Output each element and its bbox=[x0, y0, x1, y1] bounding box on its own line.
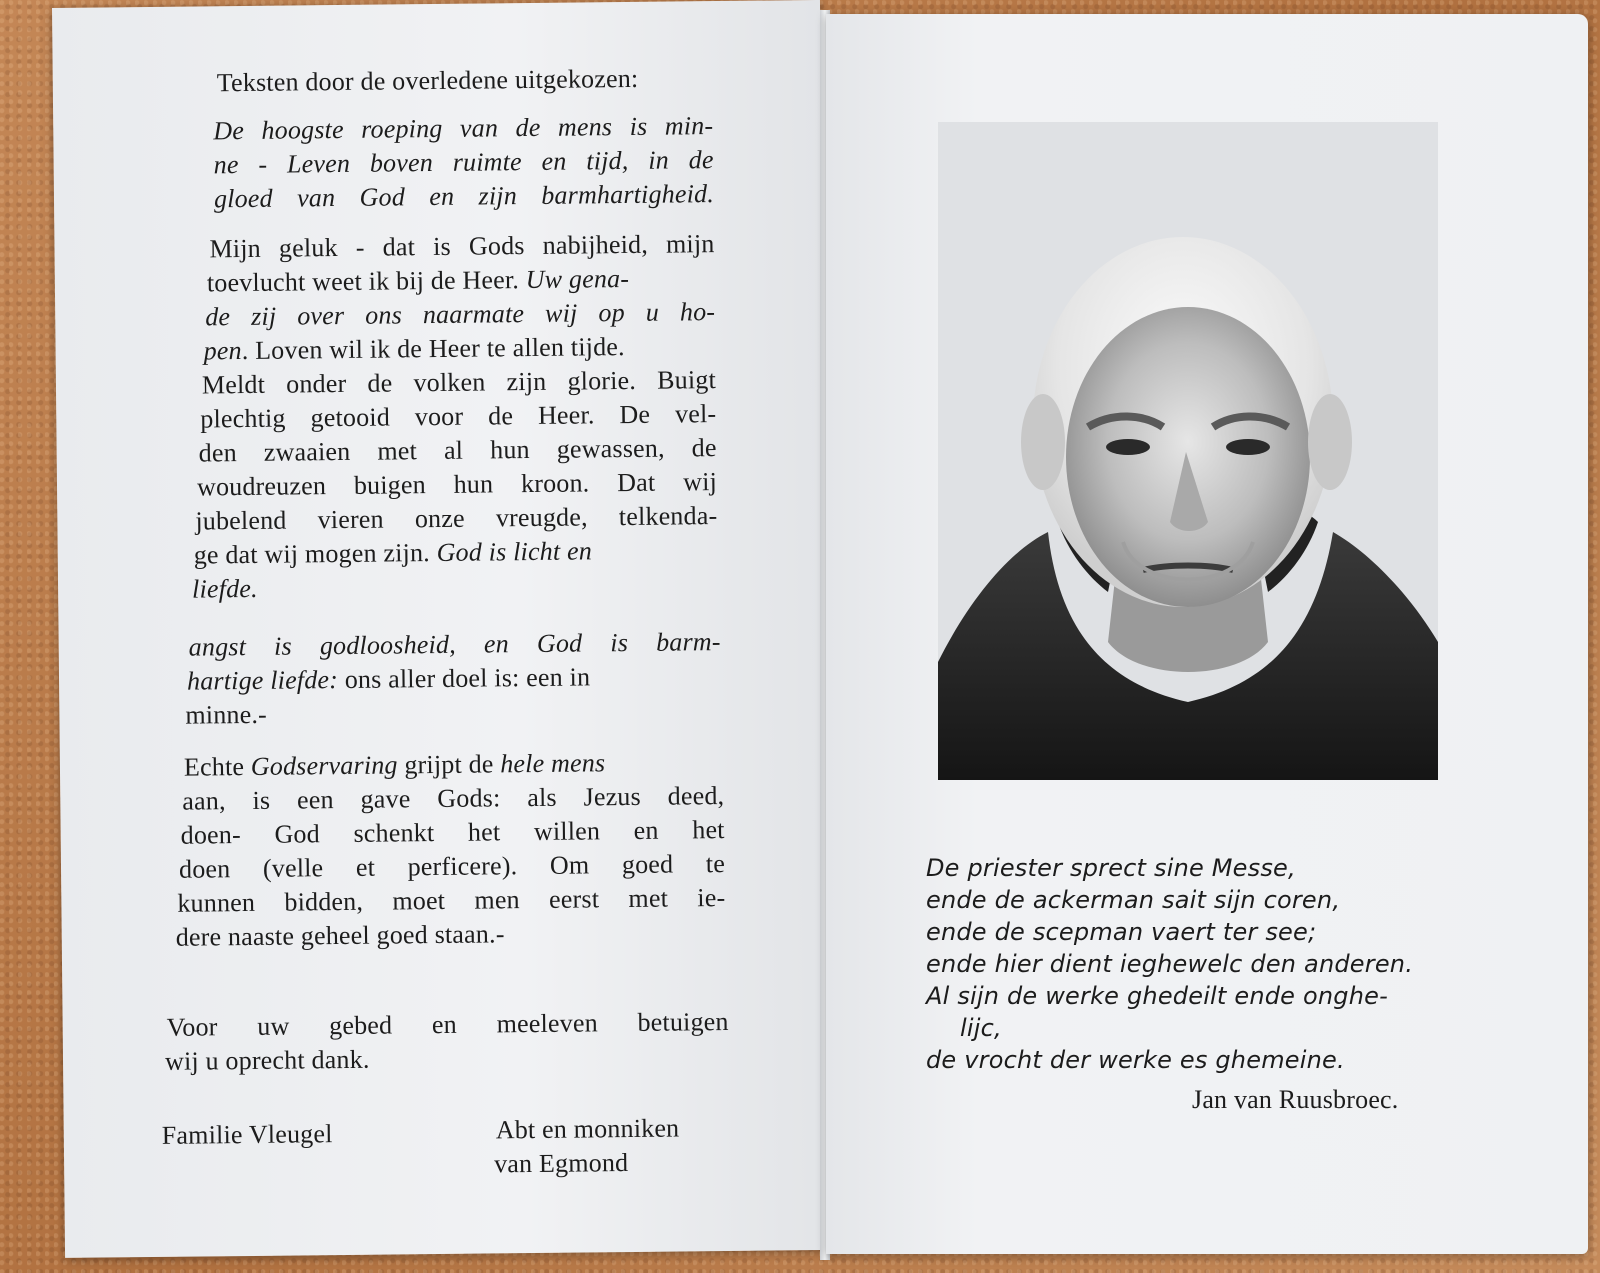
p2-line: de zij over ons naarmate wij op u ho- bbox=[205, 297, 716, 332]
poem-line: ende hier dient ieghewelc den anderen. bbox=[926, 950, 1414, 978]
p2-line: den zwaaien met al hun gewassen, de bbox=[198, 433, 717, 468]
p4-line: dere naaste geheel goed staan.- bbox=[175, 919, 505, 952]
poem-line: de vrocht der werke es ghemeine. bbox=[926, 1046, 1345, 1074]
p2-line: plechtig getooid voor de Heer. De vel- bbox=[200, 399, 717, 434]
p2-line: jubelend vieren onze vreugde, telkenda- bbox=[195, 501, 718, 536]
p2-line: ge dat wij mogen zijn. God is licht en bbox=[193, 536, 593, 570]
poem-line: Al sijn de werke ghedeilt ende onghe- bbox=[926, 982, 1388, 1010]
right-page bbox=[826, 14, 1588, 1254]
poem-line: De priester sprect sine Messe, bbox=[926, 854, 1296, 882]
p2-line: woudreuzen buigen hun kroon. Dat wij bbox=[196, 467, 718, 502]
p4-line: Echte Godservaring grijpt de hele mens bbox=[183, 748, 606, 782]
poem-line: ende de ackerman sait sijn coren, bbox=[926, 886, 1341, 914]
p4-line: kunnen bidden, moet men eerst met ie- bbox=[177, 882, 726, 918]
p2-line: toevlucht weet ik bij de Heer. Uw gena- bbox=[206, 263, 630, 298]
header-line: Teksten door de overledene uitgekozen: bbox=[216, 63, 639, 98]
p2-line: Mijn geluk - dat is Gods nabijheid, mijn bbox=[209, 229, 715, 264]
left-page bbox=[52, 0, 833, 1258]
p3-line: hartige liefde: ons aller doel is: een in bbox=[186, 662, 591, 696]
portrait-illustration bbox=[938, 122, 1438, 780]
p2-line: pen. Loven wil ik de Heer te allen tijde. bbox=[203, 332, 625, 366]
poem-line: lijc, bbox=[960, 1014, 1002, 1042]
p3-line: minne.- bbox=[185, 699, 268, 730]
p4-line: doen (velle et perficere). Om goed te bbox=[178, 849, 726, 884]
thanks-line: Voor uw gebed en meeleven betuigen bbox=[166, 1006, 729, 1042]
p3-line: angst is godloosheid, en God is barm- bbox=[188, 627, 721, 662]
portrait-photo bbox=[938, 122, 1438, 780]
p2-line: liefde. bbox=[191, 573, 258, 604]
p2-line: Meldt onder de volken zijn glorie. Buigt bbox=[201, 365, 717, 400]
thanks-line: wij u oprecht dank. bbox=[164, 1044, 370, 1076]
p1-line: De hoogste roeping van de mens is min- bbox=[213, 111, 714, 146]
p1-line: ne - Leven boven ruimte en tijd, in de bbox=[213, 145, 714, 180]
p4-line: doen- God schenkt het willen en het bbox=[180, 815, 725, 850]
signature-abbey: van Egmond bbox=[493, 1148, 629, 1179]
poem-author: Jan van Ruusbroec. bbox=[1192, 1085, 1399, 1114]
poem-line: ende de scepman vaert ter see; bbox=[926, 918, 1317, 946]
p1-line: gloed van God en zijn barmhartigheid. bbox=[213, 179, 715, 214]
signature-abbey: Abt en monniken bbox=[495, 1113, 680, 1145]
p4-line: aan, is een gave Gods: als Jezus deed, bbox=[182, 781, 725, 816]
signature-family: Familie Vleugel bbox=[161, 1119, 333, 1150]
